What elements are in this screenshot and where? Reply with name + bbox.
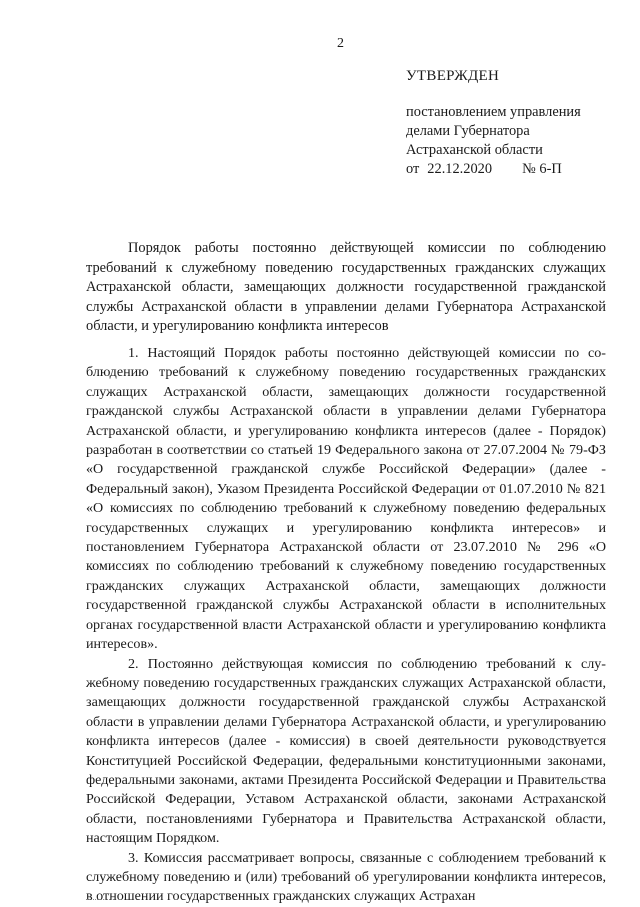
document-heading bbox=[86, 239, 606, 337]
approval-date: 22.12.2020 bbox=[427, 161, 493, 177]
document-heading-text: Порядок работы постоянно действующей комиссии по соблюдению требований к служебному поведению государственных гражданских служащих Астраханской области, замещающих должности государственной гражданской службы Астраханской области в управлении делами Губернатора Астраханской области, и урегулированию конфликта интересов bbox=[86, 240, 606, 334]
approval-block bbox=[406, 67, 626, 179]
page-bottom-marker bbox=[86, 899, 114, 900]
paragraph: 1. Настоящий Порядок работы постоянно действующей комиссии по соблюдению требований к служебному поведению государственных гражданских служащих Астраханской области, замещающих должности государственной гражданской службы Астраханской области в управлении делами Губернатора Астраханской области, и урегулированию конфликта интересов (далее - Порядок) разработан в соответствии со статьей 19 Федерального закона от 27.07.2004 № 79-ФЗ «О государственной гражданской службе Российской Федерации» (далее - Федеральный закон), Указом Президента Российской Федерации от 01.07.2010 № 821 «О комиссиях по соблюдению требований к служебному поведению федеральных государственных служащих и урегулированию конфликта интересов» и постановлением Губернатора Астраханской области от 23.07.2010 № 296 «О комиссиях по соблюдению требований к служебному поведению государственных гражданских служащих Астраханской области, замещающих должности государственной гражданской службы Астраханской области в исполнительных органах государственной власти Астраханской области и урегулированию конфликта интересов». bbox=[86, 345, 606, 653]
page-number: 2 bbox=[337, 36, 344, 51]
approval-date-prefix: от bbox=[406, 161, 420, 177]
approval-title: УТВЕРЖДЕН bbox=[406, 68, 500, 84]
document-body bbox=[86, 344, 606, 907]
approval-line: делами Губернатора bbox=[406, 123, 530, 139]
approval-date-row bbox=[406, 160, 626, 179]
paragraph: 2. Постоянно действующая комиссия по соблюдению требований к служебному поведению государственных гражданских служащих Астраханской области, замещающих должности государственной гражданской службы Астраханской области в управлении делами Губернатора Астраханской области, и урегулированию конфликта интересов (далее - комиссия) в своей деятельности руководствуется Конституцией Российской Федерации, федеральными конституционными законами, федеральными законами, актами Президента Российской Федерации и Правительства Российской Федерации, Уставом Астраханской области, законами Астраханской области, постановлениями Губернатора и Правительства Астраханской области, настоящим Порядком. bbox=[86, 655, 606, 847]
approval-line: Астраханской области bbox=[406, 142, 543, 158]
approval-line: постановлением управления bbox=[406, 104, 581, 120]
approval-number: № 6-П bbox=[522, 161, 562, 177]
paragraph: 3. Комиссия рассматривает вопросы, связанные с соблюдением требований к служебному поведению и (или) требований об урегулировании конфликта интересов, в отношении государственных гражданских служащих Астрахан bbox=[86, 849, 606, 905]
